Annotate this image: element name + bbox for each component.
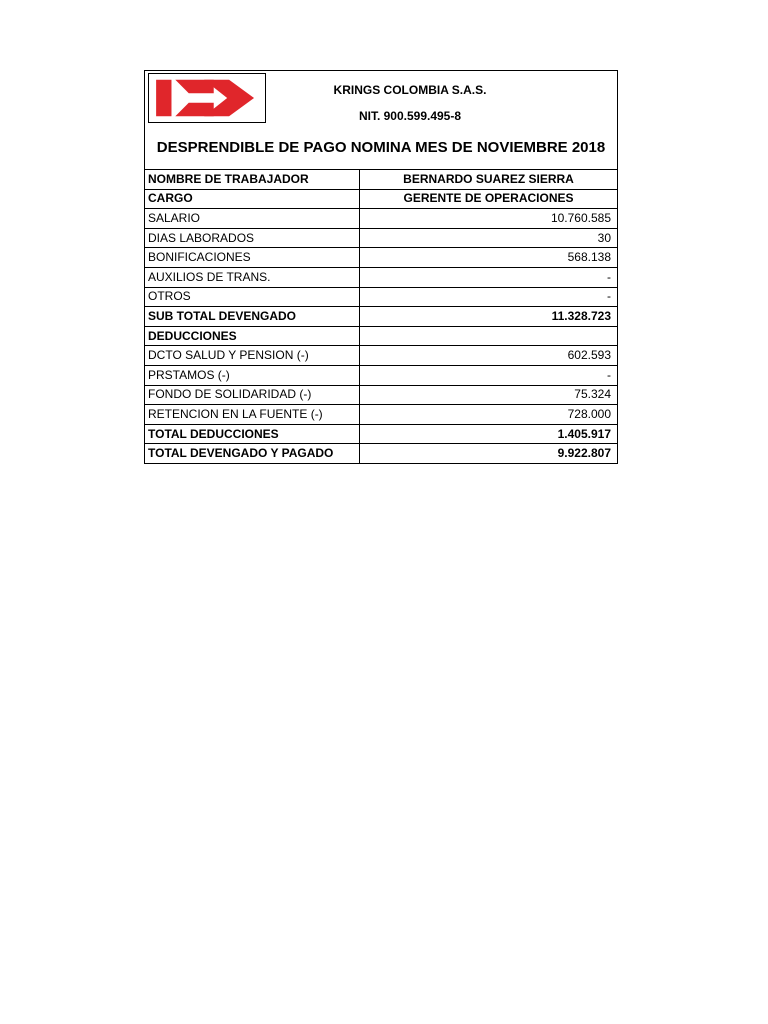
row-value: - [360, 267, 618, 287]
table-row [145, 189, 617, 209]
row-value: 568.138 [360, 248, 618, 268]
row-label: OTROS [145, 287, 360, 307]
company-name: KRINGS COLOMBIA S.A.S. [333, 83, 487, 97]
row-label: FONDO DE SOLIDARIDAD (-) [145, 385, 360, 405]
table-row [145, 424, 617, 444]
row-label: DEDUCCIONES [145, 326, 360, 346]
krings-logo-icon [149, 74, 265, 122]
row-value: BERNARDO SUAREZ SIERRA [403, 171, 574, 186]
payslip [144, 70, 618, 464]
row-value: 9.922.807 [360, 444, 618, 463]
row-label: PRSTAMOS (-) [145, 365, 360, 385]
row-value: 11.328.723 [360, 307, 618, 327]
table-row [145, 248, 617, 268]
row-label: DIAS LABORADOS [145, 228, 360, 248]
row-value: 728.000 [360, 405, 618, 425]
row-value: 75.324 [360, 385, 618, 405]
table-row [145, 307, 617, 327]
row-label: AUXILIOS DE TRANS. [145, 267, 360, 287]
company-logo [148, 73, 266, 123]
row-label: DCTO SALUD Y PENSION (-) [145, 346, 360, 366]
table-row [145, 444, 617, 463]
table-row [145, 326, 617, 346]
table-row [145, 365, 617, 385]
row-label: NOMBRE DE TRABAJADOR [145, 170, 360, 189]
row-value: GERENTE DE OPERACIONES [360, 189, 618, 209]
row-value: 30 [360, 228, 618, 248]
table-row [145, 405, 617, 425]
payslip-header [145, 71, 617, 170]
company-nit: NIT. 900.599.495-8 [358, 109, 462, 123]
table-row [145, 228, 617, 248]
table-row [145, 385, 617, 405]
table-row [145, 170, 617, 189]
row-label: CARGO [145, 189, 360, 209]
row-label: BONIFICACIONES [145, 248, 360, 268]
row-value: 10.760.585 [360, 209, 618, 229]
table-row [145, 267, 617, 287]
row-value [360, 326, 618, 346]
row-value: 602.593 [360, 346, 618, 366]
row-value: - [360, 287, 618, 307]
table-row [145, 287, 617, 307]
row-value: - [360, 365, 618, 385]
document-title: DESPRENDIBLE DE PAGO NOMINA MES DE NOVIEMBRE 2018 [156, 139, 606, 156]
table-row [145, 346, 617, 366]
row-value: 1.405.917 [360, 424, 618, 444]
row-label: SUB TOTAL DEVENGADO [145, 307, 360, 327]
row-label: TOTAL DEVENGADO Y PAGADO [145, 444, 360, 463]
row-label: TOTAL DEDUCCIONES [145, 424, 360, 444]
payroll-table [145, 170, 617, 463]
row-label: SALARIO [145, 209, 360, 229]
row-label: RETENCION EN LA FUENTE (-) [145, 405, 360, 425]
table-row [145, 209, 617, 229]
